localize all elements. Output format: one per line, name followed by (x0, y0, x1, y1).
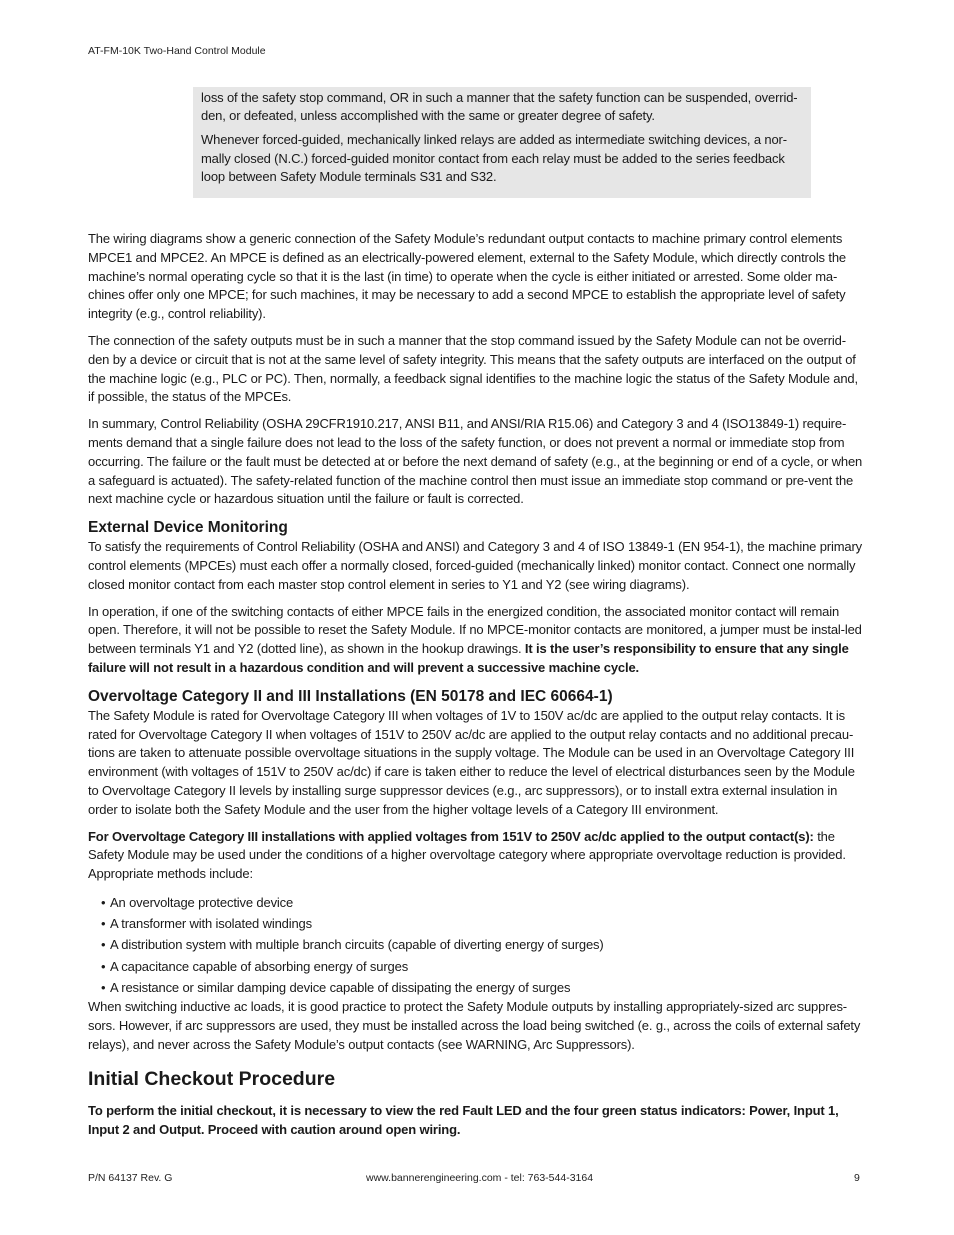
warning-notice-box (193, 87, 811, 198)
list-item-text: A resistance or similar damping device capable of dissipating the energy of surges (110, 979, 571, 995)
list-item (101, 977, 866, 998)
list-item-text: A distribution system with multiple branch circuits (capable of diverting energy of surges) (110, 937, 604, 953)
list-item (101, 892, 866, 913)
list-item (101, 934, 866, 955)
bold-emphasis: It is the user’s responsibility to ensure that any single failure will not result in a hazardous condition and will prevent a successive machine cycle. (88, 641, 849, 675)
body-paragraph: When switching inductive ac loads, it is good practice to protect the Safety Module outputs by installing appropriately-sized arc suppres-sors. However, if arc suppressors are used, they must be installed across the load being switched (e. g., across the coils of external safety relays), and never across the Safety Module’s output contacts (see WARNING, Arc Suppressors). (88, 998, 861, 1052)
list-item-text: A capacitance capable of absorbing energy of surges (110, 958, 409, 974)
body-paragraph (88, 828, 866, 884)
bullet-icon: • (101, 894, 106, 910)
body-paragraph: The wiring diagrams show a generic connection of the Safety Module’s redundant output contacts to machine primary control elements MPCE1 and MPCE2. An MPCE is defined as an electrically-powered element, external to the Safety Module, which directly controls the machine’s normal operating cycle so that it is the last (in time) to operate when the cycle is either initiated or arrested. Some older ma-chines offer only one MPCE; for such machines, it may be necessary to add a second MPCE to establish the appropriate level of safety integrity (e.g., control reliability). (88, 231, 846, 322)
bullet-icon: • (101, 958, 106, 974)
paragraph-text: the Safety Module may be used under the conditions of a higher overvoltage category where appropriate overvoltage reduction is provided. Appropriate methods include: (88, 828, 846, 882)
methods-list (88, 892, 866, 998)
notice-paragraph: loss of the safety stop command, OR in such a manner that the safety function can be suspended, overrid-den, or defeated, unless accomplished with the same or greater degree of safety. (201, 90, 798, 124)
footer-contact-link[interactable]: www.bannerengineering.com - tel: 763-544-3164 (366, 1172, 594, 1184)
list-item-text: A transformer with isolated windings (110, 916, 312, 932)
list-item (101, 956, 866, 977)
body-paragraph-bold: To perform the initial checkout, it is necessary to view the red Fault LED and the four green status indicators: Power, Input 1, Input 2 and Output. Proceed with caution around open wiring. (88, 1103, 839, 1138)
list-item-text: An overvoltage protective device (110, 894, 294, 910)
footer-page-number: 9 (854, 1172, 860, 1184)
bullet-icon: • (101, 916, 106, 932)
notice-paragraph: Whenever forced-guided, mechanically linked relays are added as intermediate switching devices, a nor-mally closed (N.C.) forced-guided monitor contact from each relay must be added to the series feedback loop between Safety Module terminals S31 and S32. (201, 132, 787, 184)
body-paragraph (88, 603, 866, 678)
section-heading-edm: External Device Monitoring (88, 519, 288, 537)
bullet-icon: • (101, 937, 106, 953)
running-header: AT-FM-10K Two-Hand Control Module (88, 45, 266, 57)
list-item (101, 913, 866, 934)
main-content (88, 230, 866, 1148)
paragraph-text: In operation, if one of the switching contacts of either MPCE fails in the energized condition, the associated monitor contact will remain open. Therefore, it will not be possible to reset the Safety Module. If no MPCE-monitor contacts are monitored, a jumper must be instal-led between terminals Y1 and Y2 (dotted line), as shown in the hookup drawings. (88, 603, 862, 657)
section-heading-checkout: Initial Checkout Procedure (88, 1068, 336, 1091)
footer-part-number: P/N 64137 Rev. G (88, 1172, 173, 1184)
body-paragraph: In summary, Control Reliability (OSHA 29CFR1910.217, ANSI B11, and ANSI/RIA R15.06) and Category 3 and 4 (ISO13849-1) require-ments demand that a single failure does not lead to the loss of the safety function, or does not prevent a normal or immediate stop from occurring. The failure or the fault must be detected at or before the next demand of safety (e.g., at the beginning or end of a cycle, or when a safeguard is actuated). The safety-related function of the machine control then must issue an immediate stop command or pre-vent the next machine cycle or hazardous situation until the failure or fault is corrected. (88, 416, 863, 507)
bold-emphasis: For Overvoltage Category III installations with applied voltages from 151V to 250V ac/dc applied to the output contact(s): (88, 828, 814, 844)
body-paragraph: The connection of the safety outputs must be in such a manner that the stop command issued by the Safety Module can not be overrid-den by a device or circuit that is not at the same level of safety integrity. This means that the safety outputs are interfaced on the output of the machine logic (e.g., PLC or PC). Then, normally, a feedback signal identifies to the machine logic the status of the Safety Module and, if possible, the status of the MPCEs. (88, 332, 858, 405)
section-heading-overvoltage: Overvoltage Category II and III Installations (EN 50178 and IEC 60664-1) (88, 687, 613, 705)
body-paragraph: To satisfy the requirements of Control Reliability (OSHA and ANSI) and Category 3 and 4 of ISO 13849-1 (EN 954-1), the machine primary control elements (MPCEs) must each offer a normally closed, forced-guided (mechanically linked) monitor contact. Connect one normally closed monitor contact from each master stop control element in series to Y1 and Y2 (see wiring diagrams). (88, 539, 863, 592)
body-paragraph: The Safety Module is rated for Overvoltage Category III when voltages of 1V to 150V ac/dc are applied to the output relay contacts. It is rated for Overvoltage Category II when voltages of 151V to 250V ac/dc are applied to the output relay contacts and no additional precau-tions are taken to attenuate possible overvoltage situations in the supply voltage. The Module can be used in an Overvoltage Category III environment (with voltages of 151V to 250V ac/dc) if care is taken either to reduce the level of electrical disturbances seen by the Module to Overvoltage Category II levels by installing surge suppressor devices (e.g., arc suppressors), or to install extra external insulation in order to isolate both the Safety Module and the user from the higher voltage levels of a Category III environment. (88, 707, 855, 817)
bullet-icon: • (101, 979, 106, 995)
